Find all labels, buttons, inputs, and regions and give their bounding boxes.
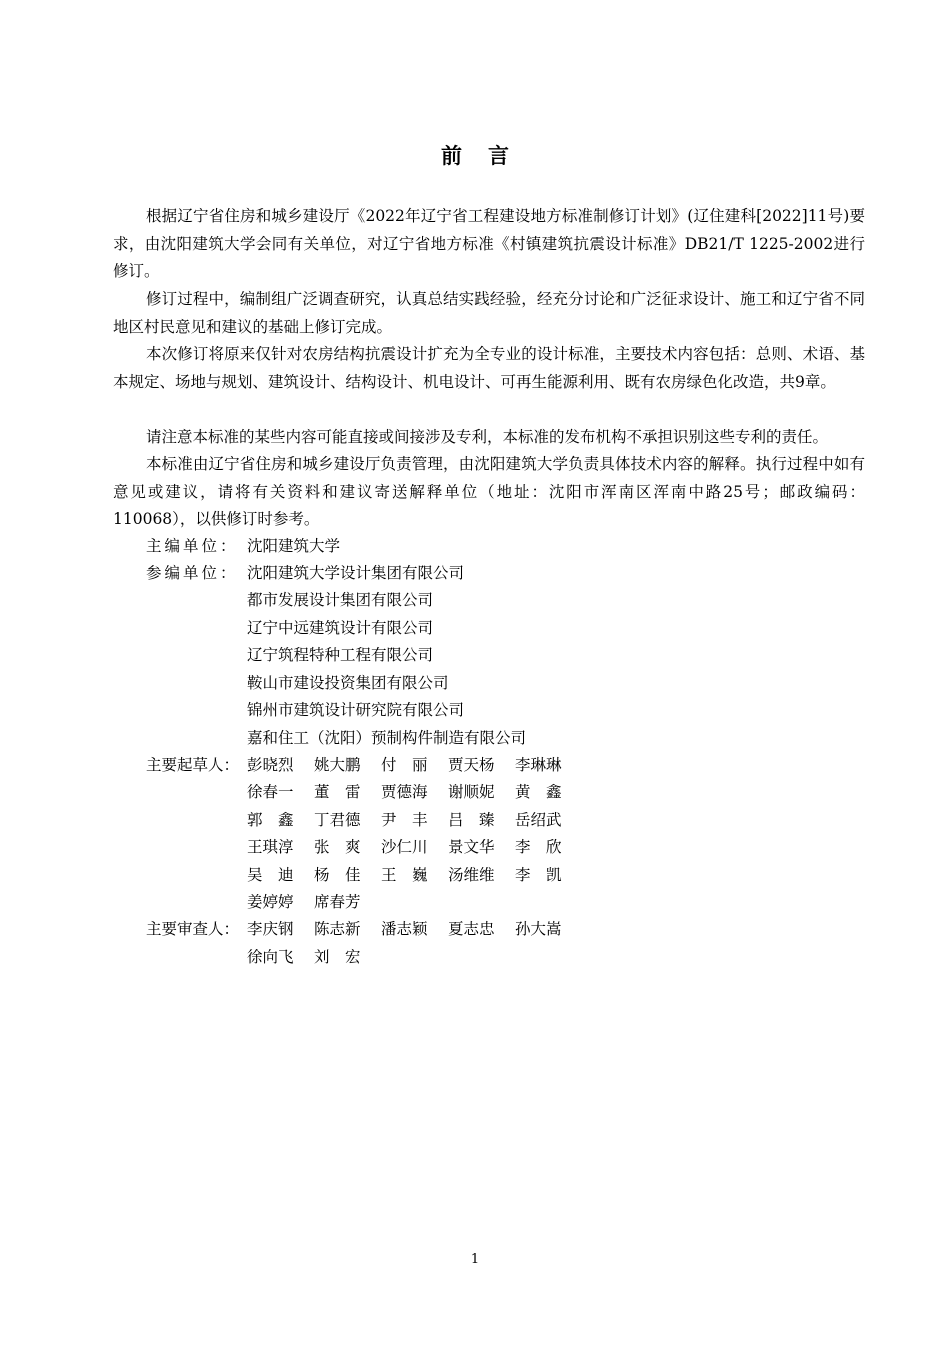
person-name: 姜婷婷 [247,893,294,911]
person-name: 景文华 [448,838,495,856]
chief-unit-label: 主编单位： [146,537,239,555]
person-name: 吕 臻 [448,811,495,829]
person-name: 丁君德 [314,811,361,829]
drafters-row [247,862,582,890]
person-name: 谢顺妮 [448,783,495,801]
chief-unit-row [146,533,340,561]
person-name: 孙大嵩 [515,920,562,938]
person-name: 席春芳 [314,893,361,911]
person-name: 沙仁川 [381,838,428,856]
page-title: 前言 [441,144,535,168]
person-name: 陈志新 [314,920,361,938]
drafters-label-row [146,752,239,780]
person-name: 吴 迪 [247,866,294,884]
reviewers-label: 主要审查人： [146,920,240,938]
participating-unit: 嘉和住工（沈阳）预制构件制造有限公司 [247,729,527,747]
participating-unit: 沈阳建筑大学设计集团有限公司 [247,564,465,582]
drafters-row [247,834,582,862]
drafters-row [247,752,582,780]
drafters-row [247,889,381,917]
person-name: 董 雷 [314,783,361,801]
person-name: 汤维维 [448,866,495,884]
participating-unit: 鞍山市建设投资集团有限公司 [247,674,449,692]
participating-unit: 辽宁中远建筑设计有限公司 [247,619,434,637]
person-name: 贾天杨 [448,756,495,774]
person-name: 贾德海 [381,783,428,801]
chief-unit: 沈阳建筑大学 [247,537,341,555]
person-name: 岳绍武 [515,811,562,829]
drafters-row [247,779,582,807]
person-name: 李 欣 [515,838,562,856]
person-name: 张 爽 [314,838,361,856]
participating-label: 参编单位： [146,564,239,582]
drafters-label: 主要起草人： [146,756,240,774]
person-name: 杨 佳 [314,866,361,884]
person-name: 李 凯 [515,866,562,884]
participating-unit: 辽宁筑程特种工程有限公司 [247,646,434,664]
reviewers-row [247,944,381,972]
person-name: 徐向飞 [247,948,294,966]
person-name: 尹 丰 [381,811,428,829]
person-name: 刘 宏 [314,948,361,966]
person-name: 彭晓烈 [247,756,294,774]
participating-unit: 锦州市建筑设计研究院有限公司 [247,701,465,719]
paragraph-content: 本次修订将原来仅针对农房结构抗震设计扩充为全专业的设计标准，主要技术内容包括：总则、术语、基本规定、场地与规划、建筑设计、结构设计、机电设计、可再生能源利用、既有农房绿色化改造，共9章。 [113,345,865,391]
person-name: 王 巍 [381,866,428,884]
participating-unit: 都市发展设计集团有限公司 [247,591,434,609]
drafters-row [247,807,582,835]
person-name: 李琳琳 [515,756,562,774]
person-name: 李庆钢 [247,920,294,938]
paragraph-process: 修订过程中，编制组广泛调查研究，认真总结实践经验，经充分讨论和广泛征求设计、施工和辽宁省不同地区村民意见和建议的基础上修订完成。 [113,290,865,336]
paragraph-management: 本标准由辽宁省住房和城乡建设厅负责管理，由沈阳建筑大学负责具体技术内容的解释。执行过程中如有意见或建议，请将有关资料和建议寄送解释单位（地址：沈阳市浑南区浑南中路25号；邮政编码：110068），以供修订时参考。 [113,455,865,528]
person-name: 王琪淳 [247,838,294,856]
person-name: 徐春一 [247,783,294,801]
person-name: 郭 鑫 [247,811,294,829]
person-name: 潘志颖 [381,920,428,938]
reviewers-row [247,916,582,944]
person-name: 夏志忠 [448,920,495,938]
person-name: 黄 鑫 [515,783,562,801]
page-number: 1 [470,1252,480,1267]
person-name: 姚大鹏 [314,756,361,774]
paragraph-basis: 根据辽宁省住房和城乡建设厅《2022年辽宁省工程建设地方标准制修订计划》(辽住建科[2022]11号)要求，由沈阳建筑大学会同有关单位，对辽宁省地方标准《村镇建筑抗震设计标准》DB21/T 1225-2002进行修订。 [113,207,865,280]
paragraph-patent: 请注意本标准的某些内容可能直接或间接涉及专利，本标准的发布机构不承担识别这些专利的责任。 [146,428,829,446]
reviewers-label-row [146,916,239,944]
person-name: 付 丽 [381,756,428,774]
participating-label-row [146,560,247,588]
